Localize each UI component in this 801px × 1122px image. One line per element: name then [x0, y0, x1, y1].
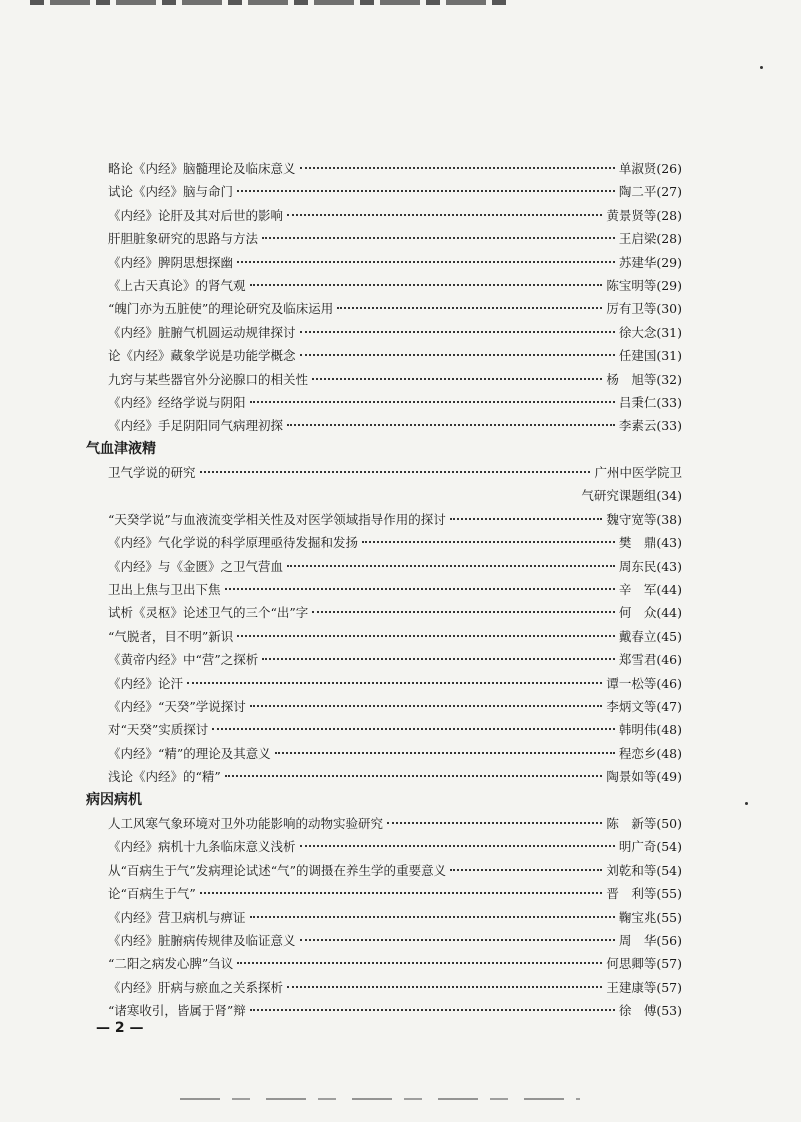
entry-author-page: 吕秉仁(33) — [618, 394, 682, 410]
section-heading: 气血津液精 — [86, 440, 156, 457]
dot-leader — [225, 775, 603, 777]
dot-leader — [300, 845, 615, 847]
entry-title: 《内经》经络学说与阴阳 — [108, 394, 246, 410]
entry-author-page: 程恋乡(48) — [618, 745, 682, 761]
toc-section — [86, 157, 682, 438]
entry-author-page: 陶二平(27) — [618, 184, 682, 200]
toc-entry — [86, 555, 682, 578]
dot-leader — [300, 167, 615, 169]
table-of-contents — [86, 157, 682, 1022]
section-heading: 病因病机 — [86, 791, 142, 808]
entry-author-page: 李素云(33) — [618, 418, 682, 434]
dot-leader — [212, 728, 615, 730]
entry-title: 《内经》气化学说的科学原理亟待发掘和发扬 — [108, 535, 359, 551]
toc-entry — [86, 718, 682, 741]
entry-author-page: 陈 新等(50) — [606, 815, 682, 831]
dot-leader — [337, 307, 602, 309]
entry-author-page: 明广奇(54) — [618, 839, 682, 855]
entry-author-continuation: 气研究课题组(34) — [581, 488, 682, 504]
dot-leader — [200, 892, 603, 894]
dot-leader — [450, 518, 603, 520]
entry-title: 论《内经》藏象学说是功能学概念 — [108, 348, 296, 364]
entry-author-page: 任建国(31) — [618, 348, 682, 364]
entry-author-page: 鞠宝兆(55) — [618, 909, 682, 925]
dot-leader — [362, 541, 615, 543]
dot-leader — [450, 869, 602, 871]
dot-leader — [237, 635, 615, 637]
dot-leader — [237, 190, 615, 192]
entry-title: 《内经》论肝及其对后世的影响 — [108, 207, 284, 223]
entry-author-page: 陶景如等(49) — [606, 769, 682, 785]
toc-section — [86, 789, 682, 1023]
dot-leader — [300, 354, 615, 356]
scan-speck — [745, 802, 748, 805]
entry-author-page: 徐大念(31) — [618, 324, 682, 340]
entry-title: 论“百病生于气” — [108, 886, 196, 902]
toc-entry — [86, 578, 682, 601]
entry-author-page: 厉有卫等(30) — [606, 301, 682, 317]
toc-entry — [86, 601, 682, 624]
entry-author-page: 谭一松等(46) — [606, 675, 682, 691]
entry-author-page: 魏守宽等(38) — [606, 511, 682, 527]
toc-entry — [86, 531, 682, 554]
entry-title: 《内经》脏腑气机圆运动规律探讨 — [108, 324, 296, 340]
toc-section — [86, 438, 682, 789]
dot-leader — [287, 986, 602, 988]
toc-entry — [86, 695, 682, 718]
toc-entry — [86, 952, 682, 975]
dot-leader — [387, 822, 602, 824]
entry-title: 试论《内经》脑与命门 — [108, 184, 234, 200]
entry-author-page: 王启梁(28) — [618, 231, 682, 247]
entry-author-page: 周 华(56) — [618, 932, 682, 948]
toc-entry — [86, 976, 682, 999]
entry-title: 《内经》论汗 — [108, 675, 184, 691]
toc-entry — [86, 344, 682, 367]
entry-author-page: 晋 利等(55) — [606, 886, 682, 902]
toc-entry — [86, 812, 682, 835]
dot-leader — [312, 611, 615, 613]
entry-author-page: 刘乾和等(54) — [606, 862, 682, 878]
entry-author-page: 单淑贤(26) — [618, 161, 682, 176]
toc-entry — [86, 508, 682, 531]
dot-leader — [200, 471, 591, 473]
toc-entry — [86, 461, 682, 484]
scan-artifact-top — [30, 0, 510, 5]
toc-entry — [86, 835, 682, 858]
toc-entry — [86, 180, 682, 203]
toc-entry — [86, 297, 682, 320]
dot-leader — [187, 682, 602, 684]
entry-title: 《内经》“天癸”学说探讨 — [108, 698, 246, 714]
entry-title: 《内经》与《金匮》之卫气营血 — [108, 558, 284, 574]
entry-author-page: 郑雪君(46) — [618, 652, 682, 668]
toc-entry — [86, 859, 682, 882]
scan-speck — [760, 66, 763, 69]
entry-title: 《内经》“精”的理论及其意义 — [108, 745, 271, 761]
dot-leader — [300, 939, 615, 941]
entry-author-page: 戴春立(45) — [618, 628, 682, 644]
toc-entry — [86, 672, 682, 695]
entry-author-page: 樊 鼎(43) — [618, 535, 682, 551]
toc-entry — [86, 742, 682, 765]
dot-leader — [237, 261, 615, 263]
entry-title: 浅论《内经》的“精” — [108, 769, 221, 785]
dot-leader — [312, 378, 602, 380]
toc-entry — [86, 251, 682, 274]
entry-title: 九窍与某些器官外分泌腺口的相关性 — [108, 371, 309, 387]
dot-leader — [250, 705, 603, 707]
entry-author-page: 辛 军(44) — [618, 582, 682, 598]
toc-entry — [86, 929, 682, 952]
entry-title: “天癸学说”与血液流变学相关性及对医学领域指导作用的探讨 — [108, 511, 446, 527]
entry-title: 《内经》营卫病机与痹证 — [108, 909, 246, 925]
toc-entry — [86, 882, 682, 905]
toc-entry — [86, 274, 682, 297]
dot-leader — [262, 237, 615, 239]
dot-leader — [275, 752, 615, 754]
entry-author-page: 周东民(43) — [618, 558, 682, 574]
toc-entry — [86, 391, 682, 414]
entry-title: 对“天癸”实质探讨 — [108, 722, 209, 738]
entry-author-page: 韩明伟(48) — [618, 722, 682, 738]
dot-leader — [225, 588, 615, 590]
entry-author-page: 广州中医学院卫 — [594, 465, 682, 481]
entry-title: 略论《内经》脑髓理论及临床意义 — [108, 161, 296, 176]
entry-author-page: 何 众(44) — [618, 605, 682, 621]
entry-title: 卫气学说的研究 — [108, 465, 196, 481]
dot-leader — [250, 284, 603, 286]
dot-leader — [287, 424, 615, 426]
toc-entry — [86, 157, 682, 180]
toc-entry — [86, 321, 682, 344]
dot-leader — [287, 214, 602, 216]
dot-leader — [287, 565, 615, 567]
dot-leader — [250, 401, 615, 403]
entry-title: 《内经》肝病与瘀血之关系探析 — [108, 979, 284, 995]
entry-title: 《内经》病机十九条临床意义浅析 — [108, 839, 296, 855]
dot-leader — [237, 962, 602, 964]
entry-title: 《内经》脏腑病传规律及临证意义 — [108, 932, 296, 948]
entry-title: 试析《灵枢》论述卫气的三个“出”字 — [108, 605, 309, 621]
entry-author-page: 何思卿等(57) — [606, 956, 682, 972]
entry-title: “气脱者，目不明”新识 — [108, 628, 234, 644]
entry-title: 肝胆脏象研究的思路与方法 — [108, 231, 259, 247]
entry-author-page: 黄景贤等(28) — [606, 207, 682, 223]
toc-entry — [86, 414, 682, 437]
toc-entry — [86, 227, 682, 250]
toc-entry — [86, 999, 682, 1022]
entry-title: 《内经》手足阴阳同气病理初探 — [108, 418, 284, 434]
toc-entry — [86, 906, 682, 929]
entry-title: “诸寒收引，皆属于肾”辩 — [108, 1003, 246, 1019]
toc-entry — [86, 625, 682, 648]
entry-title: “二阳之病发心脾”刍议 — [108, 956, 234, 972]
dot-leader — [250, 916, 615, 918]
dot-leader — [250, 1009, 615, 1011]
toc-entry — [86, 765, 682, 788]
toc-entry — [86, 368, 682, 391]
entry-title: 《黄帝内经》中“营”之探析 — [108, 652, 259, 668]
entry-author-page: 李炳文等(47) — [606, 698, 682, 714]
entry-author-page: 徐 傅(53) — [618, 1003, 682, 1019]
toc-entry — [86, 648, 682, 671]
dot-leader — [262, 658, 615, 660]
entry-title: “魄门亦为五脏使”的理论研究及临床运用 — [108, 301, 334, 317]
entry-author-page: 杨 旭等(32) — [606, 371, 682, 387]
entry-title: 《内经》脾阴思想探幽 — [108, 254, 234, 270]
entry-title: 人工风寒气象环境对卫外功能影响的动物实验研究 — [108, 815, 384, 831]
entry-author-page: 苏建华(29) — [618, 254, 682, 270]
entry-title: 《上古天真论》的肾气观 — [108, 277, 246, 293]
toc-entry — [86, 204, 682, 227]
entry-title: 卫出上焦与卫出下焦 — [108, 582, 221, 598]
dot-leader — [300, 331, 615, 333]
scan-artifact-bottom — [180, 1098, 580, 1100]
page-number: — 2 — — [96, 1020, 144, 1036]
entry-title: 从“百病生于气”发病理论试述“气”的调摄在养生学的重要意义 — [108, 862, 447, 878]
entry-author-page: 陈宝明等(29) — [606, 277, 682, 293]
entry-author-page: 王建康等(57) — [606, 979, 682, 995]
